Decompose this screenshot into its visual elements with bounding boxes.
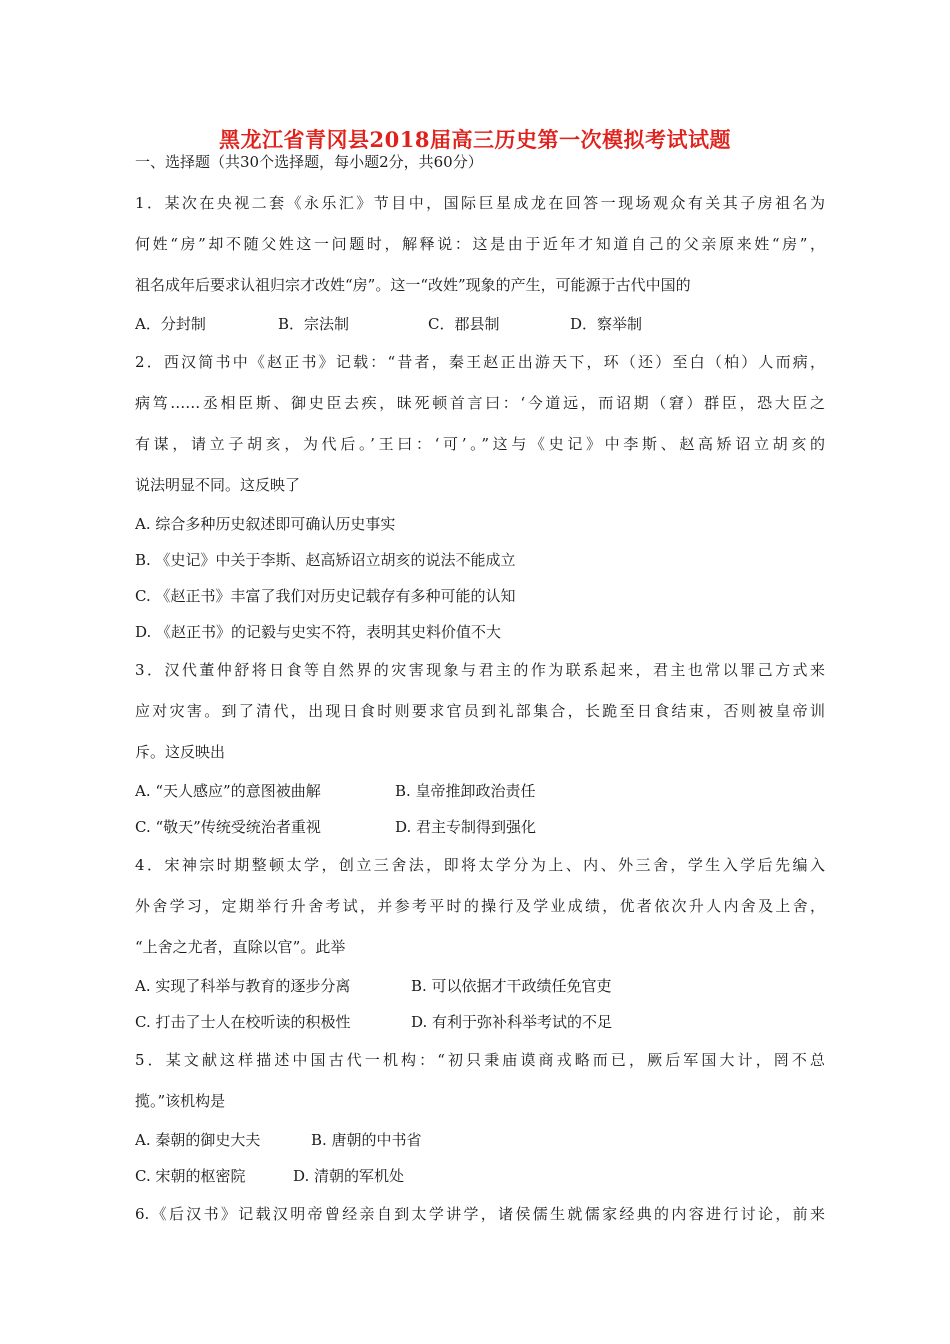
- option-row: [135, 306, 825, 342]
- question-4: [135, 845, 825, 1040]
- question-stem-line: 斥。这反映出: [135, 743, 226, 761]
- option-b: B．宗法制: [278, 315, 350, 333]
- option-d: D. 清朝的军机处: [293, 1167, 405, 1185]
- option-d: D．察举制: [570, 315, 643, 333]
- question-stem-line: 说法明显不同。这反映了: [135, 476, 301, 494]
- option-row: [135, 1122, 825, 1158]
- option-a: A. 综合多种历史叙述即可确认历史事实: [135, 515, 396, 533]
- question-stem-line: 应对灾害。到了清代，出现日食时则要求官员到礼部集合，长跪至日食结束，否则被皇帝训: [135, 702, 825, 720]
- option-d: D. 君主专制得到强化: [395, 818, 537, 836]
- option-a: A. 实现了科举与教育的逐步分离: [135, 977, 351, 995]
- option-row: [135, 968, 825, 1004]
- question-2: [135, 342, 825, 650]
- page-title: 黑龙江省青冈县2018届高三历史第一次模拟考试试题: [219, 127, 731, 152]
- question-stem-line: 1．某次在央视二套《永乐汇》节目中，国际巨星成龙在回答一现场观众有关其子房祖名为: [135, 194, 825, 212]
- question-1: [135, 183, 825, 342]
- option-row: [135, 1158, 825, 1194]
- option-row: [135, 773, 825, 809]
- option-c: C. 《赵正书》丰富了我们对历史记载存有多种可能的认知: [135, 587, 516, 605]
- question-stem-line: 6.《后汉书》记载汉明帝曾经亲自到太学讲学，诸侯儒生就儒家经典的内容进行讨论，前来: [135, 1205, 825, 1223]
- question-5: [135, 1040, 825, 1194]
- option-b: B. 可以依据才干政绩任免官吏: [411, 977, 612, 995]
- section-heading: 一、选择题（共30个选择题，每小题2分，共60分）: [135, 153, 483, 171]
- option-row: [135, 809, 825, 845]
- question-stem-line: 5．某文献这样描述中国古代一机构：“初只秉庙谟商戎略而已，厥后军国大计，罔不总: [135, 1051, 825, 1069]
- question-3: [135, 650, 825, 845]
- question-stem-line: 祖名成年后要求认祖归宗才改姓“房”。这一“改姓”现象的产生，可能源于古代中国的: [135, 276, 691, 294]
- option-c: C. 宋朝的枢密院: [135, 1167, 246, 1185]
- option-a: A. 秦朝的御史大夫: [135, 1131, 261, 1149]
- option-c: C．郡县制: [428, 315, 500, 333]
- option-d: D. 《赵正书》的记毅与史实不符，表明其史料价值不大: [135, 623, 502, 641]
- option-c: C. “敬天”传统受统治者重视: [135, 818, 321, 836]
- question-stem-line: 有谋，请立子胡亥，为代后。’王曰：‘可’。”这与《史记》中李斯、赵高矫诏立胡亥的: [135, 435, 825, 453]
- option-d: D. 有利于弥补科举考试的不足: [411, 1013, 613, 1031]
- question-stem-line: 何姓“房”却不随父姓这一问题时，解释说：这是由于近年才知道自己的父亲原来姓“房”，: [135, 235, 825, 253]
- option-a: A．分封制: [135, 315, 206, 333]
- option-row: [135, 1004, 825, 1040]
- question-stem-line: 3．汉代董仲舒将日食等自然界的灾害现象与君主的作为联系起来，君主也常以罪己方式来: [135, 661, 825, 679]
- question-stem-line: 外舍学习，定期举行升舍考试，并参考平时的操行及学业成绩，优者依次升人内舍及上舍，: [135, 897, 825, 915]
- question-stem-line: 2．西汉简书中《赵正书》记载：“昔者，秦王赵正出游天下，环（还）至白（柏）人而病，: [135, 353, 825, 371]
- option-c: C. 打击了士人在校听读的积极性: [135, 1013, 351, 1031]
- option-a: A. “天人感应”的意图被曲解: [135, 782, 321, 800]
- option-b: B. 《史记》中关于李斯、赵高矫诏立胡亥的说法不能成立: [135, 551, 516, 569]
- questions-body: [135, 183, 825, 1235]
- option-b: B. 皇帝推卸政治责任: [395, 782, 536, 800]
- option-b: B. 唐朝的中书省: [311, 1131, 422, 1149]
- question-stem-line: “上舍之尤者，直除以官”。此举: [135, 938, 346, 956]
- question-6: [135, 1194, 825, 1235]
- question-stem-line: 4．宋神宗时期整顿太学，创立三舍法，即将太学分为上、内、外三舍，学生入学后先编入: [135, 856, 825, 874]
- question-stem-line: 病笃……丞相臣斯、御史臣去疾，昧死顿首言曰：‘今道远，而诏期（窘）群臣，恐大臣之: [135, 394, 825, 412]
- question-stem-line: 揽。”该机构是: [135, 1092, 226, 1110]
